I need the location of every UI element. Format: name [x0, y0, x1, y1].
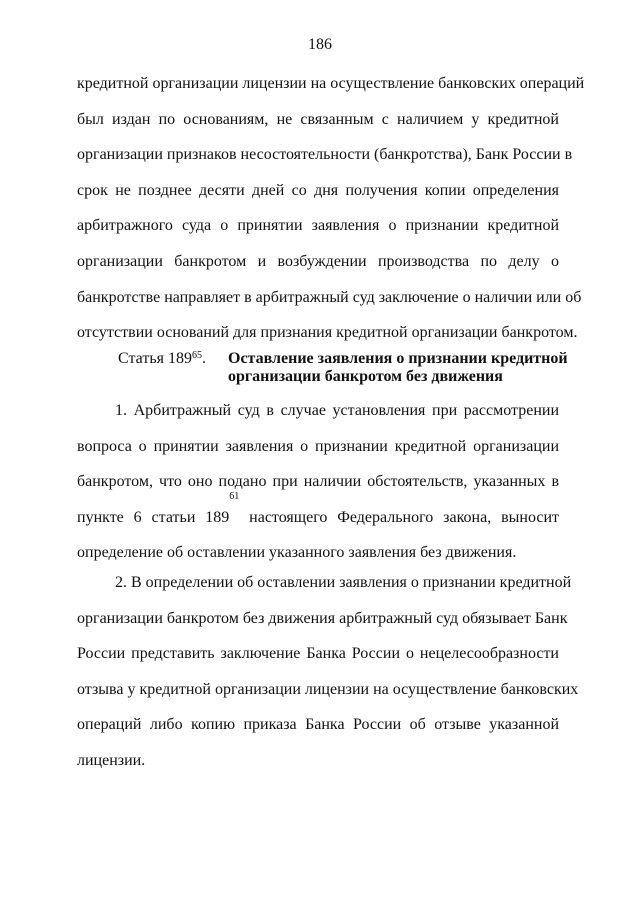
text-line: вопроса о принятии заявления о признании кредитной организации — [77, 437, 559, 455]
text-line: банкротом, что оно подано при наличии обстоятельств, указанных в — [77, 473, 559, 491]
text-line: отзыва у кредитной организации лицензии на осуществление банковских — [77, 680, 579, 698]
text-line: отсутствии оснований для признания кредитной организации банкротом. — [77, 324, 578, 342]
article-number-superscript: 65 — [191, 350, 202, 361]
paragraph-1 — [77, 393, 559, 571]
text-line: России представить заключение Банка России о нецелесообразности — [77, 645, 559, 663]
text-segment: настоящего Федерального закона, выносит — [239, 508, 560, 526]
text-line — [77, 490, 560, 536]
article-number-period: . — [201, 350, 206, 367]
text-line: банкротстве направляет в арбитражный суд заключение о наличии или об — [77, 288, 582, 306]
paragraph-2 — [77, 565, 579, 779]
text-line: организации банкротом без движения арбитражный суд обязывает Банк — [77, 609, 568, 627]
text-line: кредитной организации лицензии на осуществление банковских операций — [77, 75, 585, 92]
text-line: 2. В определении об оставлении заявления о признании кредитной — [115, 574, 572, 591]
article-number — [118, 350, 206, 368]
text-line: 1. Арбитражный суд в случае установления при рассмотрении — [115, 402, 559, 419]
footnote-superscript: 61 — [229, 490, 240, 502]
article-number-text: Статья 189 — [118, 350, 192, 367]
text-line: лицензии. — [77, 751, 146, 769]
text-segment: пункте 6 статьи 189 — [77, 508, 230, 526]
article-title-line: организации банкротом без движения — [228, 368, 503, 385]
article-title-line: Оставление заявления о признании кредитной — [228, 350, 568, 367]
paragraph-continuation — [77, 66, 585, 351]
text-line: организации банкротом и возбуждении производства по делу о — [77, 252, 559, 270]
article-title — [228, 350, 568, 386]
page-number: 186 — [308, 36, 332, 53]
text-line: срок не позднее десяти дней со дня получения копии определения — [77, 181, 559, 199]
text-line: арбитражного суда о принятии заявления о признании кредитной — [77, 217, 559, 235]
text-line: операций либо копию приказа Банка России об отзыве указанной — [77, 716, 559, 734]
text-line: определение об оставлении указанного заявления без движения. — [77, 544, 517, 562]
text-line: организации признаков несостоятельности (банкротства), Банк России в — [77, 146, 573, 164]
text-line: был издан по основаниям, не связанным с наличием у кредитной — [77, 110, 559, 128]
